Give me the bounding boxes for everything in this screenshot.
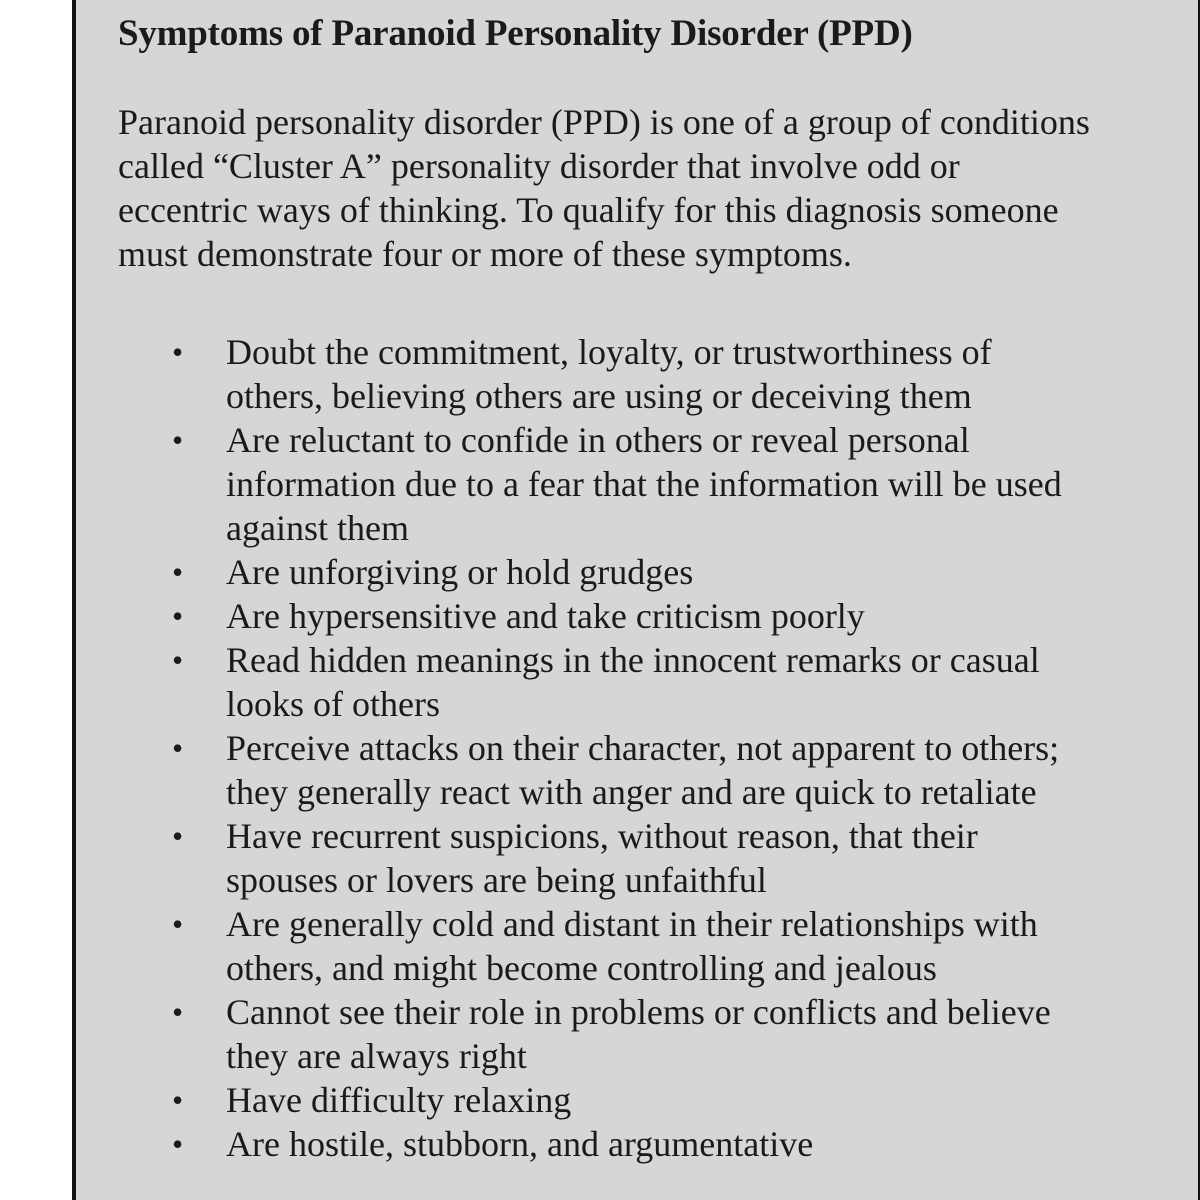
bullet-icon: • — [172, 598, 184, 634]
symptom-text: Are unforgiving or hold grudges — [226, 552, 694, 592]
bullet-icon: • — [172, 906, 184, 942]
symptom-item — [118, 330, 1096, 418]
symptom-text: Have recurrent suspicions, without reason, that their spouses or lovers are being unfaithful — [226, 816, 978, 900]
symptom-item — [118, 1078, 1096, 1122]
bullet-icon: • — [172, 1082, 184, 1118]
bullet-icon: • — [172, 818, 184, 854]
symptom-text: Perceive attacks on their character, not apparent to others; they generally react with anger and are quick to retaliate — [226, 728, 1060, 812]
symptom-item — [118, 594, 1096, 638]
bullet-icon: • — [172, 730, 184, 766]
symptom-item — [118, 902, 1096, 990]
symptom-text: Cannot see their role in problems or conflicts and believe they are always right — [226, 992, 1051, 1076]
symptom-list — [118, 330, 1118, 1166]
symptom-text: Are hypersensitive and take criticism poorly — [226, 596, 865, 636]
symptom-item — [118, 418, 1096, 550]
box-content — [118, 8, 1118, 1166]
symptom-text: Doubt the commitment, loyalty, or trustworthiness of others, believing others are using or deceiving them — [226, 332, 992, 416]
bullet-icon: • — [172, 994, 184, 1030]
symptom-text: Are generally cold and distant in their relationships with others, and might become controlling and jealous — [226, 904, 1038, 988]
symptom-text: Are hostile, stubborn, and argumentative — [226, 1124, 814, 1164]
symptom-item — [118, 1122, 1096, 1166]
symptom-text: Read hidden meanings in the innocent remarks or casual looks of others — [226, 640, 1040, 724]
symptom-text: Have difficulty relaxing — [226, 1080, 572, 1120]
intro-paragraph: Paranoid personality disorder (PPD) is one of a group of conditions called “Cluster A” personality disorder that involve odd or eccentric ways of thinking. To qualify for this diagnosis someone must demonstrate four or more of these symptoms. — [118, 102, 1090, 274]
bullet-icon: • — [172, 334, 184, 370]
bullet-icon: • — [172, 1126, 184, 1162]
bullet-icon: • — [172, 554, 184, 590]
bullet-icon: • — [172, 642, 184, 678]
symptom-item — [118, 550, 1096, 594]
symptom-item — [118, 814, 1096, 902]
symptom-item — [118, 990, 1096, 1078]
symptom-item — [118, 726, 1096, 814]
bullet-icon: • — [172, 422, 184, 458]
symptom-text: Are reluctant to confide in others or reveal personal information due to a fear that the information will be used against them — [226, 420, 1062, 548]
symptom-item — [118, 638, 1096, 726]
box-title: Symptoms of Paranoid Personality Disorder (PPD) — [118, 13, 913, 54]
